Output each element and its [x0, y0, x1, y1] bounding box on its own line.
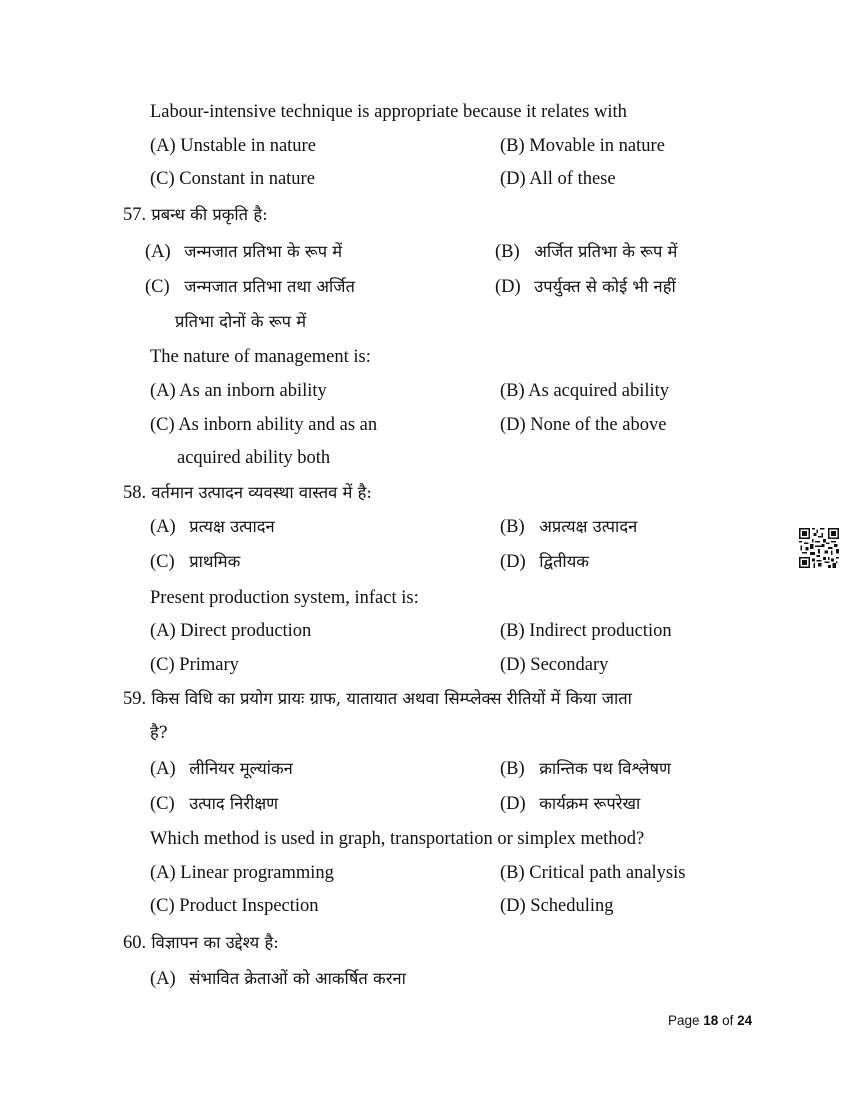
q57-hi-b-label: (B) — [495, 242, 520, 262]
q59-number: 59. — [123, 689, 147, 709]
q58-en-option-d: (D) Secondary — [500, 655, 609, 675]
q58-en-option-c: (C) Primary — [150, 655, 239, 675]
q58-hi-c-label: (C) — [150, 552, 175, 572]
q58-hi-b-label: (B) — [500, 517, 525, 537]
q59-en-question: Which method is used in graph, transportation or simplex method? — [150, 829, 645, 849]
q59-en-option-d: (D) Scheduling — [500, 896, 614, 916]
q57-en-question: The nature of management is: — [150, 347, 371, 367]
q58-hi-a-text: प्रत्यक्ष उत्पादन — [189, 517, 275, 536]
q59-hi-d-label: (D) — [500, 794, 526, 814]
q59-hi-c-text: उत्पाद निरीक्षण — [189, 794, 279, 813]
q60-hi-question — [123, 932, 279, 954]
q59-en-option-a: (A) Linear programming — [150, 863, 334, 883]
of-word: of — [722, 1013, 734, 1028]
q58-en-question: Present production system, infact is: — [150, 588, 419, 608]
q58-hi-c-text: प्राथमिक — [189, 552, 241, 571]
q60-hi-question-text: विज्ञापन का उद्देश्य है: — [151, 933, 279, 952]
q56-en-option-d: (D) All of these — [500, 169, 616, 189]
q59-hi-option-c — [150, 793, 278, 815]
q57-en-option-d: (D) None of the above — [500, 415, 667, 435]
q59-hi-a-label: (A) — [150, 759, 176, 779]
q59-hi-b-label: (B) — [500, 759, 525, 779]
q58-hi-d-label: (D) — [500, 552, 526, 572]
q57-hi-d-text: उपर्युक्त से कोई भी नहीं — [534, 277, 676, 296]
q57-en-option-b: (B) As acquired ability — [500, 381, 670, 401]
page-word: Page — [668, 1013, 700, 1028]
q59-en-option-b: (B) Critical path analysis — [500, 863, 686, 883]
q58-hi-question-text: वर्तमान उत्पादन व्यवस्था वास्तव में है: — [151, 483, 372, 502]
q57-hi-question-text: प्रबन्ध की प्रकृति है: — [151, 205, 268, 224]
q57-en-option-a: (A) As an inborn ability — [150, 381, 327, 401]
q60-hi-a-label: (A) — [150, 969, 176, 989]
q57-hi-d-label: (D) — [495, 277, 521, 297]
page-total: 24 — [737, 1013, 753, 1028]
q60-number: 60. — [123, 933, 147, 953]
q57-hi-option-d — [495, 276, 676, 298]
q59-hi-b-text: क्रान्तिक पथ विश्लेषण — [539, 759, 671, 778]
q59-hi-option-b — [500, 758, 671, 780]
q56-en-option-c: (C) Constant in nature — [150, 169, 315, 189]
page-footer — [668, 1013, 752, 1028]
q58-en-option-b: (B) Indirect production — [500, 621, 672, 641]
q59-hi-question — [123, 688, 632, 710]
q58-hi-option-b — [500, 516, 637, 538]
q56-en-question: Labour-intensive technique is appropriate because it relates with — [150, 102, 627, 122]
q57-hi-question — [123, 204, 268, 226]
q58-hi-d-text: द्वितीयक — [539, 552, 589, 571]
q56-en-option-a: (A) Unstable in nature — [150, 136, 316, 156]
q56-en-option-b: (B) Movable in nature — [500, 136, 665, 156]
q60-hi-option-a — [150, 968, 406, 990]
q58-hi-option-a — [150, 516, 275, 538]
q57-hi-option-a — [145, 241, 342, 263]
q59-hi-option-a — [150, 758, 293, 780]
page-number: 18 — [703, 1013, 719, 1028]
q60-hi-a-text: संभावित क्रेताओं को आकर्षित करना — [189, 969, 406, 988]
qr-code-icon — [799, 528, 839, 568]
q58-hi-option-c — [150, 551, 240, 573]
q57-hi-b-text: अर्जित प्रतिभा के रूप में — [534, 242, 678, 261]
q59-hi-a-text: लीनियर मूल्यांकन — [189, 759, 293, 778]
q59-hi-d-text: कार्यक्रम रूपरेखा — [539, 794, 641, 813]
q59-hi-option-d — [500, 793, 640, 815]
q57-en-option-c: (C) As inborn ability and as an — [150, 415, 378, 435]
q59-hi-c-label: (C) — [150, 794, 175, 814]
q57-hi-a-text: जन्मजात प्रतिभा के रूप में — [184, 242, 343, 261]
q57-hi-c-label: (C) — [145, 277, 170, 297]
q58-hi-a-label: (A) — [150, 517, 176, 537]
q59-hi-question-text: किस विधि का प्रयोग प्रायः ग्राफ, यातायात अथवा सिम्प्लेक्स रीतियों में किया जाता — [151, 689, 632, 708]
q59-hi-question-cont: है? — [150, 723, 168, 742]
q57-hi-option-c-cont: प्रतिभा दोनों के रूप में — [175, 312, 307, 331]
q58-hi-option-d — [500, 551, 589, 573]
q57-hi-option-b — [495, 241, 677, 263]
q57-number: 57. — [123, 205, 147, 225]
q57-hi-c-text-1: जन्मजात प्रतिभा तथा अर्जित — [184, 277, 355, 296]
q59-en-option-c: (C) Product Inspection — [150, 896, 319, 916]
q57-hi-a-label: (A) — [145, 242, 171, 262]
q58-number: 58. — [123, 483, 147, 503]
q58-hi-question — [123, 482, 372, 504]
q58-en-option-a: (A) Direct production — [150, 621, 312, 641]
q57-hi-option-c — [145, 276, 355, 298]
q57-en-option-c-cont: acquired ability both — [177, 448, 331, 468]
q58-hi-b-text: अप्रत्यक्ष उत्पादन — [539, 517, 638, 536]
